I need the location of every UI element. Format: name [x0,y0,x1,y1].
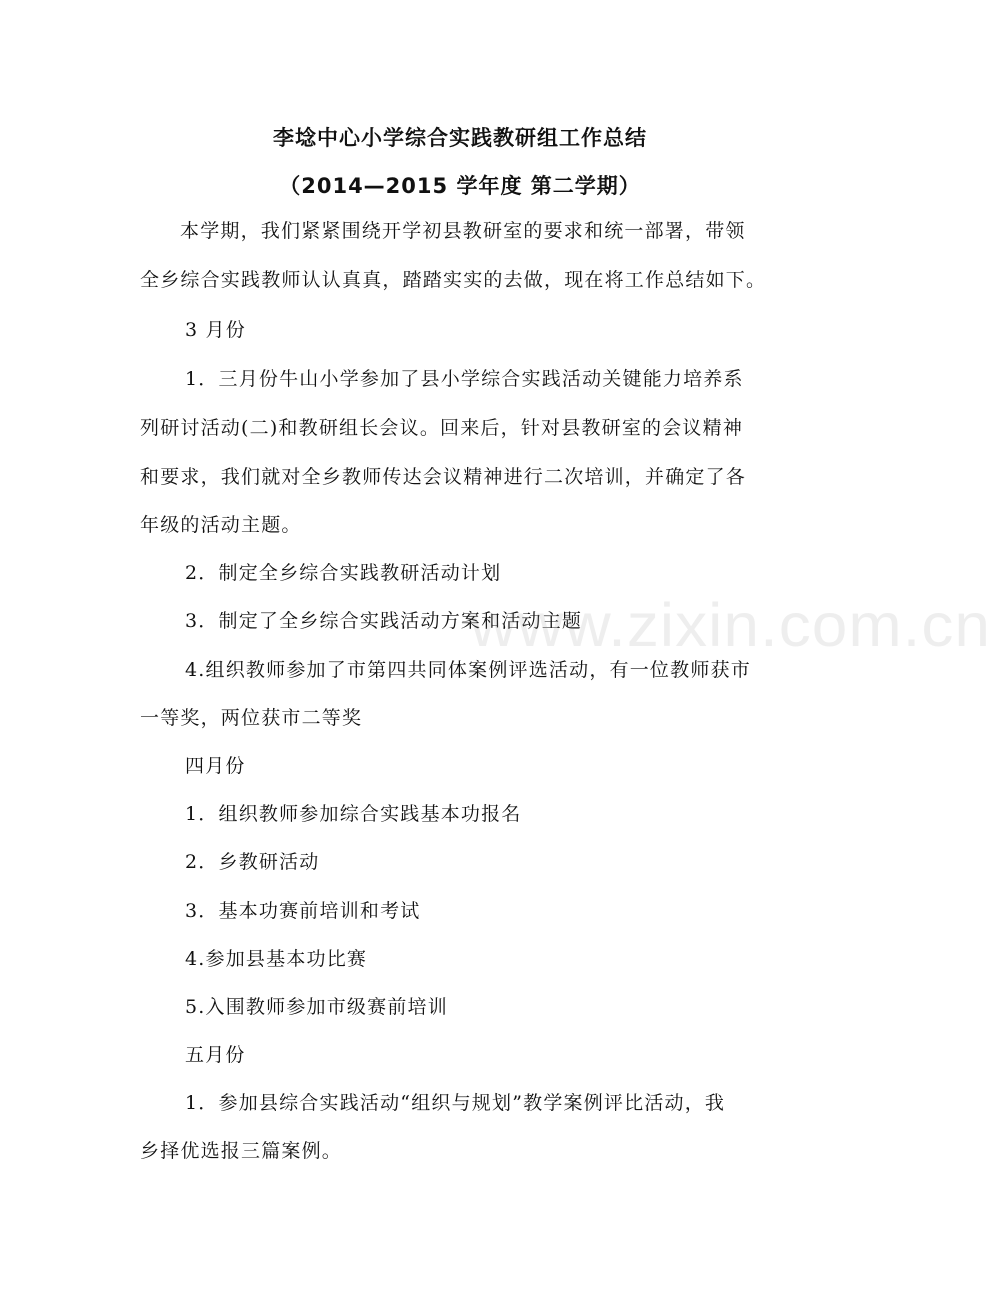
april-heading: 四月份 [185,755,246,777]
may-item1-line1: 1．参加县综合实践活动“组织与规划”教学案例评比活动，我 [185,1092,726,1114]
watermark: www.zixin.com.cn [470,590,991,660]
document-title: 李埝中心小学综合实践教研组工作总结 [273,126,647,150]
march-heading: 3 月份 [185,319,246,341]
intro-line-1: 本学期，我们紧紧围绕开学初县教研室的要求和统一部署，带领 [180,220,746,242]
may-heading: 五月份 [185,1044,246,1066]
april-item2: 2．乡教研活动 [185,851,320,873]
april-item4: 4.参加县基本功比赛 [185,948,368,970]
april-item5: 5.入围教师参加市级赛前培训 [185,996,448,1018]
march-item1-line3: 和要求，我们就对全乡教师传达会议精神进行二次培训，并确定了各 [140,466,747,488]
march-item1-line4: 年级的活动主题。 [140,514,302,536]
march-item4-line1: 4.组织教师参加了市第四共同体案例评选活动，有一位教师获市 [185,659,751,681]
march-item2: 2．制定全乡综合实践教研活动计划 [185,562,502,584]
march-item4-line2: 一等奖，两位获市二等奖 [140,707,363,729]
may-item1-line2: 乡择优选报三篇案例。 [140,1140,343,1162]
march-item3: 3．制定了全乡综合实践活动方案和活动主题 [185,610,583,632]
march-item1-line1: 1．三月份牛山小学参加了县小学综合实践活动关键能力培养系 [185,368,744,390]
march-item1-line2: 列研讨活动(二)和教研组长会议。回来后，针对县教研室的会议精神 [140,417,744,439]
intro-line-2: 全乡综合实践教师认认真真，踏踏实实的去做，现在将工作总结如下。 [140,269,767,291]
april-item3: 3．基本功赛前培训和考试 [185,900,421,922]
document-subtitle: （2014—2015 学年度 第二学期） [279,174,641,198]
april-item1: 1．组织教师参加综合实践基本功报名 [185,803,522,825]
